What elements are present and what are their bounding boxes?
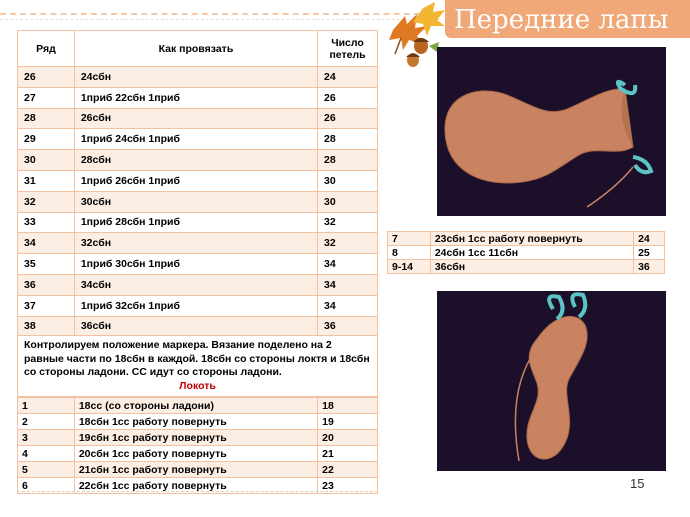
row-instruction: 30сбн (74, 191, 317, 212)
row-number: 31 (18, 170, 75, 191)
row-number: 26 (18, 67, 75, 88)
row-instruction: 18сс (со стороны ладони) (74, 398, 317, 414)
table-row (18, 233, 378, 254)
row-number: 2 (18, 414, 75, 430)
row-number: 5 (18, 462, 75, 478)
table-row (18, 212, 378, 233)
row-number: 7 (388, 232, 431, 246)
row-instruction: 24сбн (74, 67, 317, 88)
row-number: 6 (18, 478, 75, 494)
table-header-row (18, 31, 378, 67)
table-row (18, 87, 378, 108)
row-stitch-count: 36 (318, 316, 378, 337)
row-instruction: 24сбн 1сс 11сбн (430, 246, 633, 260)
table-row (18, 254, 378, 275)
elbow-rows-table (17, 397, 378, 494)
row-stitch-count: 19 (318, 414, 378, 430)
photo-paw-bottom (437, 291, 666, 471)
row-stitch-count: 34 (318, 295, 378, 316)
row-instruction: 19сбн 1сс работу повернуть (74, 430, 317, 446)
row-instruction: 1приб 24сбн 1приб (74, 129, 317, 150)
marker-note (17, 335, 378, 397)
row-instruction: 36сбн (74, 316, 317, 337)
row-number: 30 (18, 150, 75, 171)
table-row (18, 191, 378, 212)
row-instruction: 1приб 32сбн 1приб (74, 295, 317, 316)
page-title: Передние лапы (454, 5, 669, 35)
row-stitch-count: 34 (318, 274, 378, 295)
table-row (388, 260, 665, 274)
row-number: 29 (18, 129, 75, 150)
row-instruction: 26сбн (74, 108, 317, 129)
row-instruction: 1приб 22сбн 1приб (74, 87, 317, 108)
row-stitch-count: 20 (318, 430, 378, 446)
row-number: 4 (18, 446, 75, 462)
table-row (18, 150, 378, 171)
header-row-number: Ряд (18, 31, 75, 67)
row-instruction: 36сбн (430, 260, 633, 274)
note-text: Контролируем положение маркера. Вязание поделено на 2 равные части по 18сбн в каждой. 18сбн со стороны локтя и 18сбн со стороны ладони. СС идут со стороны ладони. (24, 339, 370, 378)
table-row (18, 129, 378, 150)
footer-divider (17, 491, 378, 492)
row-stitch-count: 36 (634, 260, 665, 274)
row-number: 35 (18, 254, 75, 275)
row-stitch-count: 23 (318, 478, 378, 494)
row-number: 8 (388, 246, 431, 260)
note-highlight: Локоть (179, 379, 216, 392)
table-row (388, 246, 665, 260)
table-row (18, 430, 378, 446)
row-stitch-count: 28 (318, 150, 378, 171)
row-stitch-count: 22 (318, 462, 378, 478)
row-instruction: 21сбн 1сс работу повернуть (74, 462, 317, 478)
row-instruction: 1приб 30сбн 1приб (74, 254, 317, 275)
header-divider (0, 13, 440, 15)
table-row (18, 446, 378, 462)
row-instruction: 1приб 28сбн 1приб (74, 212, 317, 233)
row-instruction: 18сбн 1сс работу повернуть (74, 414, 317, 430)
table-row (18, 398, 378, 414)
row-instruction: 20сбн 1сс работу повернуть (74, 446, 317, 462)
table-row (18, 170, 378, 191)
header-how-to-knit: Как провязать (74, 31, 317, 67)
row-instruction: 32сбн (74, 233, 317, 254)
row-instruction: 1приб 26сбн 1приб (74, 170, 317, 191)
row-stitch-count: 32 (318, 233, 378, 254)
row-stitch-count: 18 (318, 398, 378, 414)
photo-paw-top (437, 47, 666, 216)
page-number: 15 (630, 476, 645, 491)
row-stitch-count: 28 (318, 129, 378, 150)
row-number: 1 (18, 398, 75, 414)
row-number: 3 (18, 430, 75, 446)
row-number: 34 (18, 233, 75, 254)
row-number: 36 (18, 274, 75, 295)
row-instruction: 22сбн 1сс работу повернуть (74, 478, 317, 494)
row-number: 38 (18, 316, 75, 337)
row-stitch-count: 24 (634, 232, 665, 246)
table-row (18, 67, 378, 88)
row-number: 9-14 (388, 260, 431, 274)
row-instruction: 34сбн (74, 274, 317, 295)
row-stitch-count: 26 (318, 87, 378, 108)
row-instruction: 28сбн (74, 150, 317, 171)
row-stitch-count: 21 (318, 446, 378, 462)
table-row (18, 462, 378, 478)
table-row (18, 295, 378, 316)
row-number: 28 (18, 108, 75, 129)
table-row (18, 274, 378, 295)
header-divider-secondary (0, 19, 440, 20)
table-row (18, 108, 378, 129)
row-stitch-count: 32 (318, 212, 378, 233)
row-number: 37 (18, 295, 75, 316)
continuation-table (387, 231, 665, 274)
table-row (388, 232, 665, 246)
table-row (18, 316, 378, 337)
header-stitch-count: Число петель (318, 31, 378, 67)
table-row (18, 414, 378, 430)
row-number: 32 (18, 191, 75, 212)
row-stitch-count: 30 (318, 170, 378, 191)
row-stitch-count: 34 (318, 254, 378, 275)
row-stitch-count: 26 (318, 108, 378, 129)
rows-table (17, 30, 378, 337)
row-stitch-count: 24 (318, 67, 378, 88)
row-number: 33 (18, 212, 75, 233)
row-stitch-count: 25 (634, 246, 665, 260)
row-instruction: 23сбн 1сс работу повернуть (430, 232, 633, 246)
row-number: 27 (18, 87, 75, 108)
row-stitch-count: 30 (318, 191, 378, 212)
